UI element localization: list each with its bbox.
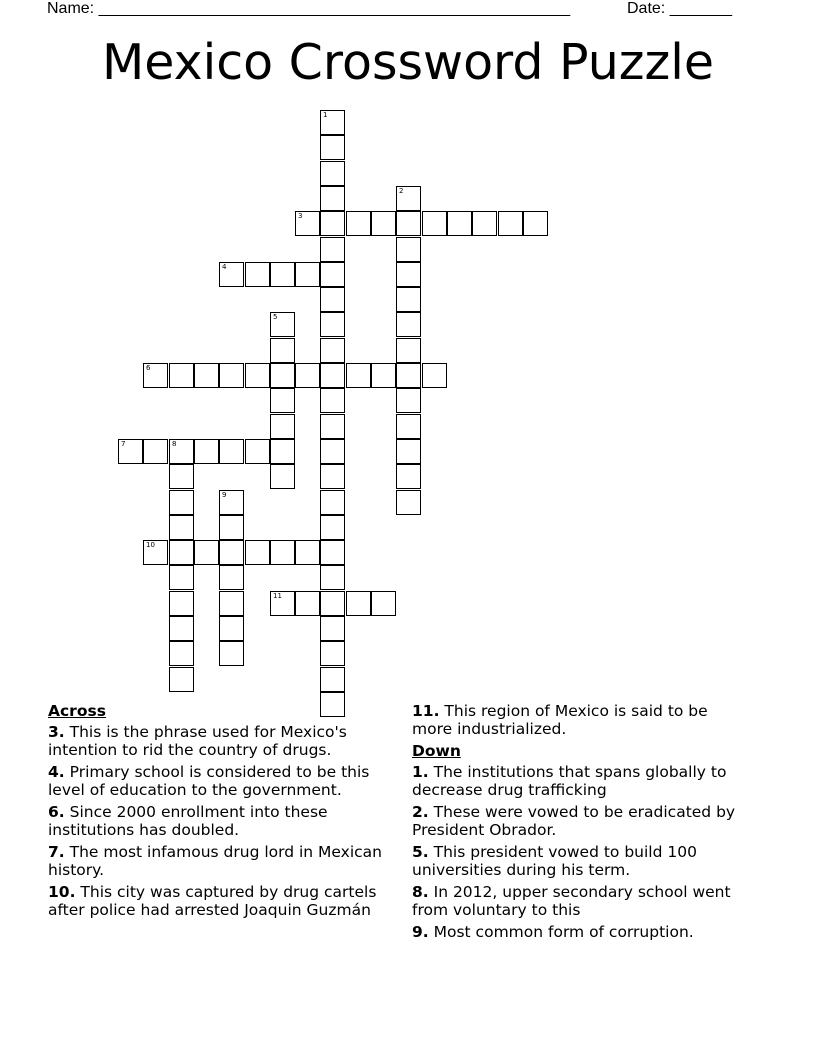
- grid-cell[interactable]: [270, 464, 295, 489]
- grid-cell[interactable]: [143, 439, 168, 464]
- grid-cell[interactable]: [169, 490, 194, 515]
- grid-cell[interactable]: [396, 211, 421, 236]
- grid-cell[interactable]: [219, 540, 244, 565]
- grid-cell[interactable]: [346, 211, 371, 236]
- grid-cell[interactable]: [422, 363, 447, 388]
- clue-number-label: 9: [222, 491, 227, 499]
- clues-right-column: [412, 702, 752, 945]
- grid-cell[interactable]: [320, 363, 345, 388]
- grid-cell[interactable]: [219, 439, 244, 464]
- grid-cell[interactable]: [270, 591, 295, 616]
- grid-cell[interactable]: [320, 414, 345, 439]
- name-line: Name: _____________________________________________________: [47, 0, 571, 17]
- grid-cell[interactable]: [270, 414, 295, 439]
- grid-cell[interactable]: [270, 338, 295, 363]
- grid-cell[interactable]: [320, 237, 345, 262]
- clue-across-7: [48, 843, 408, 879]
- grid-cell[interactable]: [320, 616, 345, 641]
- grid-cell[interactable]: [270, 540, 295, 565]
- grid-cell[interactable]: [295, 591, 320, 616]
- grid-cell[interactable]: [219, 591, 244, 616]
- clue-down-8: [412, 883, 752, 919]
- grid-cell[interactable]: [295, 211, 320, 236]
- clue-down-2: [412, 803, 752, 839]
- grid-cell[interactable]: [270, 312, 295, 337]
- grid-cell[interactable]: [245, 262, 270, 287]
- clue-text: The institutions that spans globally to decrease drug trafficking: [412, 763, 727, 799]
- grid-cell[interactable]: [320, 186, 345, 211]
- grid-cell[interactable]: [396, 490, 421, 515]
- clue-number-label: 10: [146, 541, 155, 549]
- grid-cell[interactable]: [295, 262, 320, 287]
- grid-cell[interactable]: [169, 667, 194, 692]
- grid-cell[interactable]: [320, 641, 345, 666]
- clue-text: Primary school is considered to be this level of education to the government.: [48, 763, 370, 799]
- grid-cell[interactable]: [169, 616, 194, 641]
- grid-cell[interactable]: [245, 439, 270, 464]
- grid-cell[interactable]: [143, 540, 168, 565]
- clue-number: 9.: [412, 923, 429, 941]
- grid-cell[interactable]: [295, 540, 320, 565]
- grid-cell[interactable]: [396, 312, 421, 337]
- grid-cell[interactable]: [295, 363, 320, 388]
- grid-cell[interactable]: [320, 667, 345, 692]
- clue-text: Since 2000 enrollment into these institutions has doubled.: [48, 803, 328, 839]
- clue-down-1: [412, 763, 752, 799]
- grid-cell[interactable]: [498, 211, 523, 236]
- grid-cell[interactable]: [396, 363, 421, 388]
- grid-cell[interactable]: [371, 211, 396, 236]
- grid-cell[interactable]: [371, 591, 396, 616]
- clue-text: These were vowed to be eradicated by President Obrador.: [412, 803, 736, 839]
- grid-cell[interactable]: [169, 515, 194, 540]
- grid-cell[interactable]: [346, 591, 371, 616]
- grid-cell[interactable]: [219, 363, 244, 388]
- grid-cell[interactable]: [396, 262, 421, 287]
- grid-cell[interactable]: [245, 363, 270, 388]
- grid-cell[interactable]: [169, 591, 194, 616]
- grid-cell[interactable]: [169, 641, 194, 666]
- clue-number-label: 5: [273, 313, 278, 321]
- clue-text: The most infamous drug lord in Mexican history.: [48, 843, 383, 879]
- clue-down-9: [412, 923, 752, 941]
- grid-cell[interactable]: [320, 262, 345, 287]
- clue-number: 10.: [48, 883, 76, 901]
- grid-cell[interactable]: [320, 388, 345, 413]
- clue-number: 11.: [412, 702, 440, 720]
- grid-cell[interactable]: [194, 540, 219, 565]
- across-heading: Across: [48, 702, 106, 720]
- grid-cell[interactable]: [169, 363, 194, 388]
- clue-number-label: 7: [121, 440, 126, 448]
- grid-cell[interactable]: [219, 565, 244, 590]
- down-heading: Down: [412, 742, 461, 760]
- clue-across-11: [412, 702, 752, 738]
- grid-cell[interactable]: [396, 464, 421, 489]
- clue-number: 1.: [412, 763, 429, 781]
- grid-cell[interactable]: [219, 641, 244, 666]
- grid-cell[interactable]: [320, 287, 345, 312]
- grid-cell[interactable]: [245, 540, 270, 565]
- clue-number-label: 6: [146, 364, 151, 372]
- grid-cell[interactable]: [320, 565, 345, 590]
- clue-number-label: 8: [172, 440, 177, 448]
- clue-text: This city was captured by drug cartels after police had arrested Joaquin Guzmán: [48, 883, 377, 919]
- clue-number-label: 2: [399, 187, 404, 195]
- grid-cell[interactable]: [320, 515, 345, 540]
- clue-text: This region of Mexico is said to be more industrialized.: [412, 702, 708, 738]
- grid-cell[interactable]: [320, 338, 345, 363]
- clue-text: This is the phrase used for Mexico's intention to rid the country of drugs.: [48, 723, 347, 759]
- grid-cell[interactable]: [270, 388, 295, 413]
- grid-cell[interactable]: [346, 363, 371, 388]
- grid-cell[interactable]: [169, 565, 194, 590]
- clue-text: Most common form of corruption.: [433, 923, 694, 941]
- grid-cell[interactable]: [523, 211, 548, 236]
- grid-cell[interactable]: [270, 363, 295, 388]
- clue-text: In 2012, upper secondary school went from voluntary to this: [412, 883, 731, 919]
- grid-cell[interactable]: [169, 540, 194, 565]
- grid-cell[interactable]: [219, 262, 244, 287]
- grid-cell[interactable]: [219, 490, 244, 515]
- grid-cell[interactable]: [320, 490, 345, 515]
- grid-cell[interactable]: [320, 439, 345, 464]
- grid-cell[interactable]: [320, 540, 345, 565]
- clue-text: This president vowed to build 100 universities during his term.: [412, 843, 697, 879]
- page-title: Mexico Crossword Puzzle: [102, 34, 714, 91]
- clue-number: 7.: [48, 843, 65, 861]
- clue-number-label: 3: [298, 212, 303, 220]
- grid-cell[interactable]: [194, 363, 219, 388]
- grid-cell[interactable]: [396, 237, 421, 262]
- date-line: Date: _______: [627, 0, 732, 17]
- grid-cell[interactable]: [270, 262, 295, 287]
- grid-cell[interactable]: [320, 211, 345, 236]
- clue-number: 3.: [48, 723, 65, 741]
- clue-number: 8.: [412, 883, 429, 901]
- clue-across-6: [48, 803, 408, 839]
- grid-cell[interactable]: [194, 439, 219, 464]
- clue-number-label: 11: [273, 592, 282, 600]
- grid-cell[interactable]: [320, 464, 345, 489]
- grid-cell[interactable]: [447, 211, 472, 236]
- clue-number: 4.: [48, 763, 65, 781]
- grid-cell[interactable]: [320, 312, 345, 337]
- clue-across-4: [48, 763, 408, 799]
- grid-cell[interactable]: [396, 287, 421, 312]
- clue-down-5: [412, 843, 752, 879]
- grid-cell[interactable]: [396, 338, 421, 363]
- grid-cell[interactable]: [472, 211, 497, 236]
- grid-cell[interactable]: [422, 211, 447, 236]
- grid-cell[interactable]: [270, 439, 295, 464]
- grid-cell[interactable]: [320, 135, 345, 160]
- grid-cell[interactable]: [396, 388, 421, 413]
- grid-cell[interactable]: [320, 591, 345, 616]
- grid-cell[interactable]: [143, 363, 168, 388]
- grid-cell[interactable]: [371, 363, 396, 388]
- grid-cell[interactable]: [396, 414, 421, 439]
- clues-left-column: [48, 702, 408, 923]
- grid-cell[interactable]: [169, 464, 194, 489]
- clue-number-label: 4: [222, 263, 227, 271]
- grid-cell[interactable]: [320, 110, 345, 135]
- clue-number: 6.: [48, 803, 65, 821]
- clue-number-label: 1: [323, 111, 328, 119]
- grid-cell[interactable]: [396, 186, 421, 211]
- grid-cell[interactable]: [396, 439, 421, 464]
- grid-cell[interactable]: [118, 439, 143, 464]
- grid-cell[interactable]: [320, 161, 345, 186]
- grid-cell[interactable]: [169, 439, 194, 464]
- grid-cell[interactable]: [219, 515, 244, 540]
- clue-across-10: [48, 883, 408, 919]
- clue-number: 5.: [412, 843, 429, 861]
- clue-across-3: [48, 723, 408, 759]
- clue-number: 2.: [412, 803, 429, 821]
- grid-cell[interactable]: [219, 616, 244, 641]
